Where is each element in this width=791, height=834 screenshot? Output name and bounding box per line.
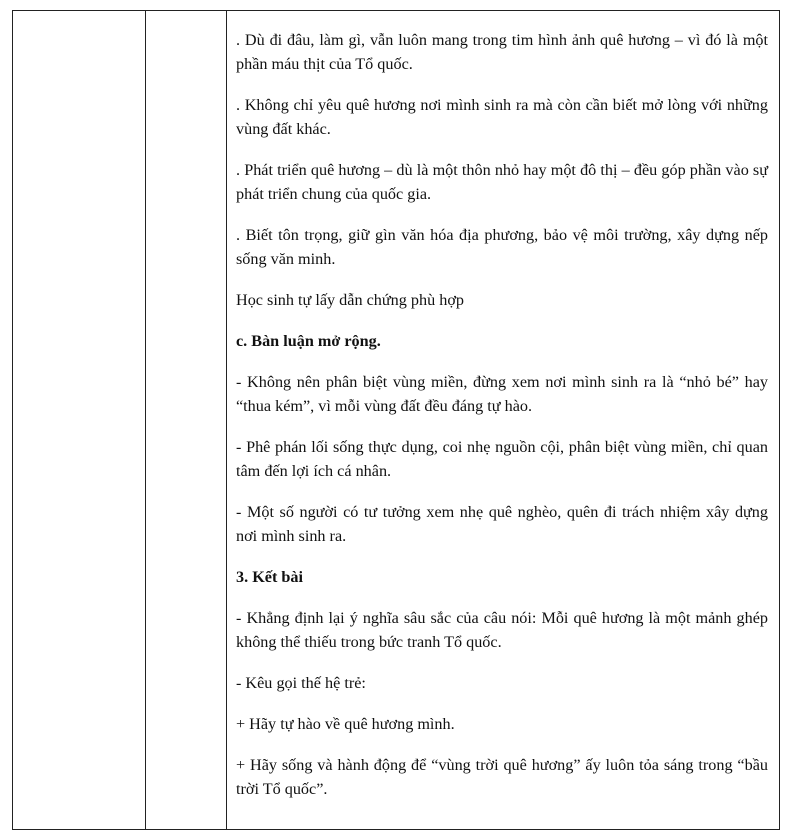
paragraph: . Dù đi đâu, làm gì, vẫn luôn mang trong tim hình ảnh quê hương – vì đó là một phần máu thịt của Tổ quốc.: [236, 31, 768, 73]
section-heading: c. Bàn luận mở rộng.: [236, 332, 381, 350]
paragraph: Học sinh tự lấy dẫn chứng phù hợp: [236, 291, 464, 309]
paragraph: . Không chỉ yêu quê hương nơi mình sinh ra mà còn cần biết mở lòng với những vùng đất khác.: [236, 96, 768, 138]
paragraph: - Không nên phân biệt vùng miền, đừng xem nơi mình sinh ra là “nhỏ bé” hay “thua kém”, vì mỗi vùng đất đều đáng tự hào.: [236, 373, 768, 415]
table-column-2: [146, 11, 227, 829]
paragraph: . Phát triển quê hương – dù là một thôn nhỏ hay một đô thị – đều góp phần vào sự phát triển chung của quốc gia.: [236, 161, 768, 203]
paragraph: + Hãy tự hào về quê hương mình.: [236, 715, 455, 733]
table-content-cell: [227, 11, 779, 829]
paragraph: + Hãy sống và hành động để “vùng trời quê hương” ấy luôn tỏa sáng trong “bầu trời Tổ quốc”.: [236, 756, 768, 798]
section-heading: 3. Kết bài: [236, 568, 303, 586]
paragraph: - Kêu gọi thế hệ trẻ:: [236, 674, 366, 692]
paragraph: . Biết tôn trọng, giữ gìn văn hóa địa phương, bảo vệ môi trường, xây dựng nếp sống văn minh.: [236, 226, 768, 268]
table-column-1: [13, 11, 146, 829]
paragraph: - Phê phán lối sống thực dụng, coi nhẹ nguồn cội, phân biệt vùng miền, chỉ quan tâm đến lợi ích cá nhân.: [236, 438, 768, 480]
paragraph: - Một số người có tư tưởng xem nhẹ quê nghèo, quên đi trách nhiệm xây dựng nơi mình sinh ra.: [236, 503, 768, 545]
paragraph: - Khẳng định lại ý nghĩa sâu sắc của câu nói: Mỗi quê hương là một mảnh ghép không thể thiếu trong bức tranh Tổ quốc.: [236, 609, 768, 651]
document-table: [12, 10, 780, 830]
